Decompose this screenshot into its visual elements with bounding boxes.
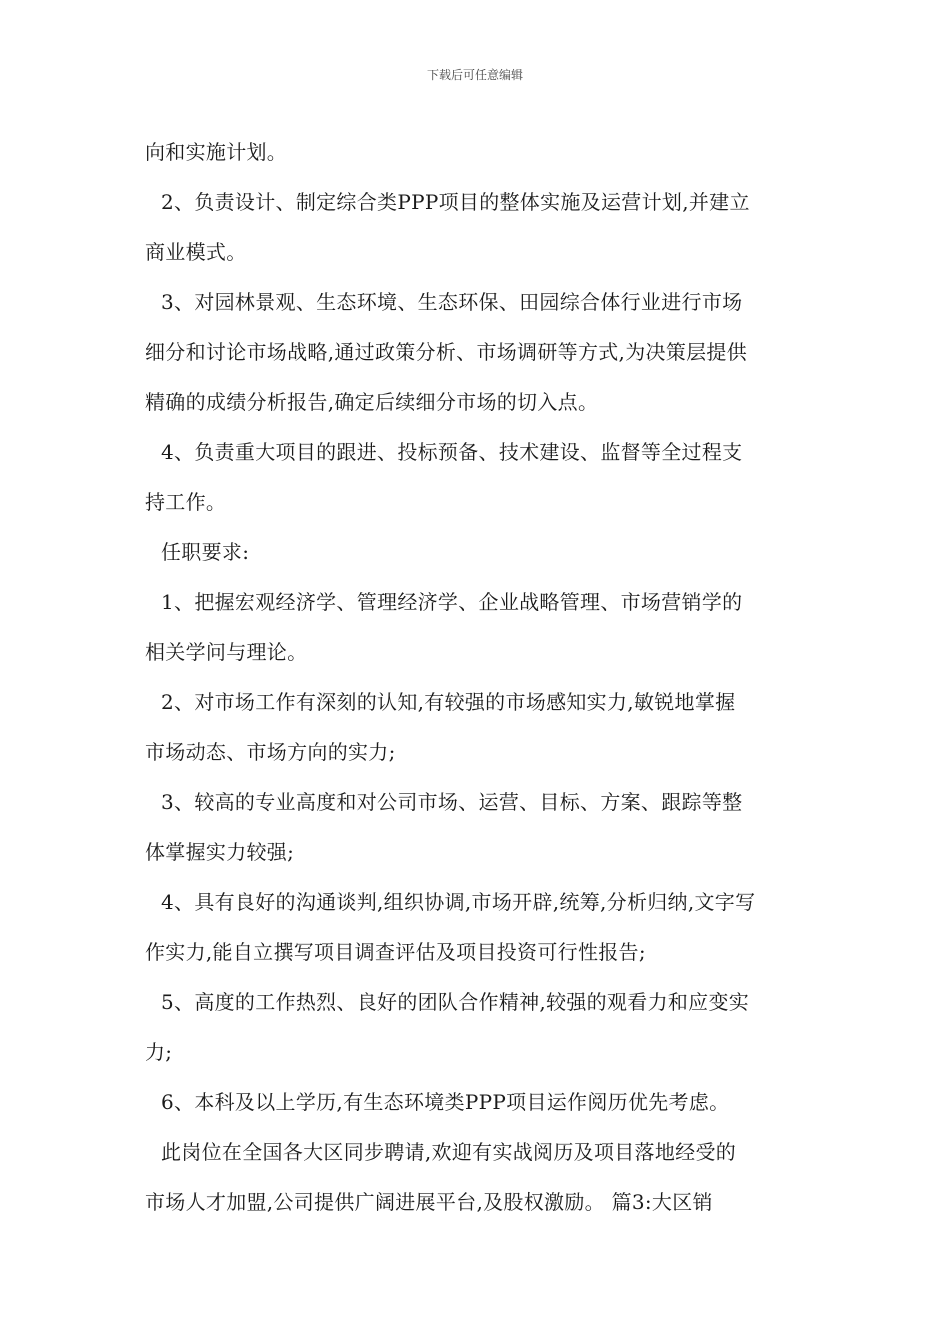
page-header-note: 下载后可任意编辑 (426, 68, 523, 82)
text-line: 细分和讨论市场战略,通过政策分析、市场调研等方式,为决策层提供 (145, 340, 748, 364)
text-line: 此岗位在全国各大区同步聘请,欢迎有实战阅历及项目落地经受的 (161, 1140, 737, 1164)
text-line: 作实力,能自立撰写项目调查评估及项目投资可行性报告; (145, 940, 646, 964)
text-line: 精确的成绩分析报告,确定后续细分市场的切入点。 (145, 390, 599, 414)
document-body (145, 127, 810, 1227)
text-line: 持工作。 (145, 490, 227, 514)
text-line: 4、负责重大项目的跟进、投标预备、技术建设、监督等全过程支 (161, 440, 743, 464)
text-line: 3、较高的专业高度和对公司市场、运营、目标、方案、跟踪等整 (161, 790, 743, 814)
text-line: 2、负责设计、制定综合类PPP项目的整体实施及运营计划,并建立 (161, 190, 750, 214)
text-line: 相关学问与理论。 (145, 640, 308, 664)
text-line: 5、高度的工作热烈、良好的团队合作精神,较强的观看力和应变实 (161, 990, 750, 1014)
text-line: 商业模式。 (145, 240, 247, 264)
text-line: 6、本科及以上学历,有生态环境类PPP项目运作阅历优先考虑。 (161, 1090, 730, 1114)
text-line: 市场人才加盟,公司提供广阔进展平台,及股权激励。 篇3:大区销 (145, 1190, 713, 1214)
text-line: 1、把握宏观经济学、管理经济学、企业战略管理、市场营销学的 (161, 590, 743, 614)
text-line: 市场动态、市场方向的实力; (145, 740, 396, 764)
section-heading: 任职要求: (161, 540, 250, 564)
text-line: 2、对市场工作有深刻的认知,有较强的市场感知实力,敏锐地掌握 (161, 690, 736, 714)
text-line: 力; (145, 1040, 173, 1064)
text-line: 体掌握实力较强; (145, 840, 295, 864)
text-line: 3、对园林景观、生态环境、生态环保、田园综合体行业进行市场 (161, 290, 743, 314)
text-line: 向和实施计划。 (145, 140, 288, 164)
text-line: 4、具有良好的沟通谈判,组织协调,市场开辟,统筹,分析归纳,文字写 (161, 890, 756, 914)
